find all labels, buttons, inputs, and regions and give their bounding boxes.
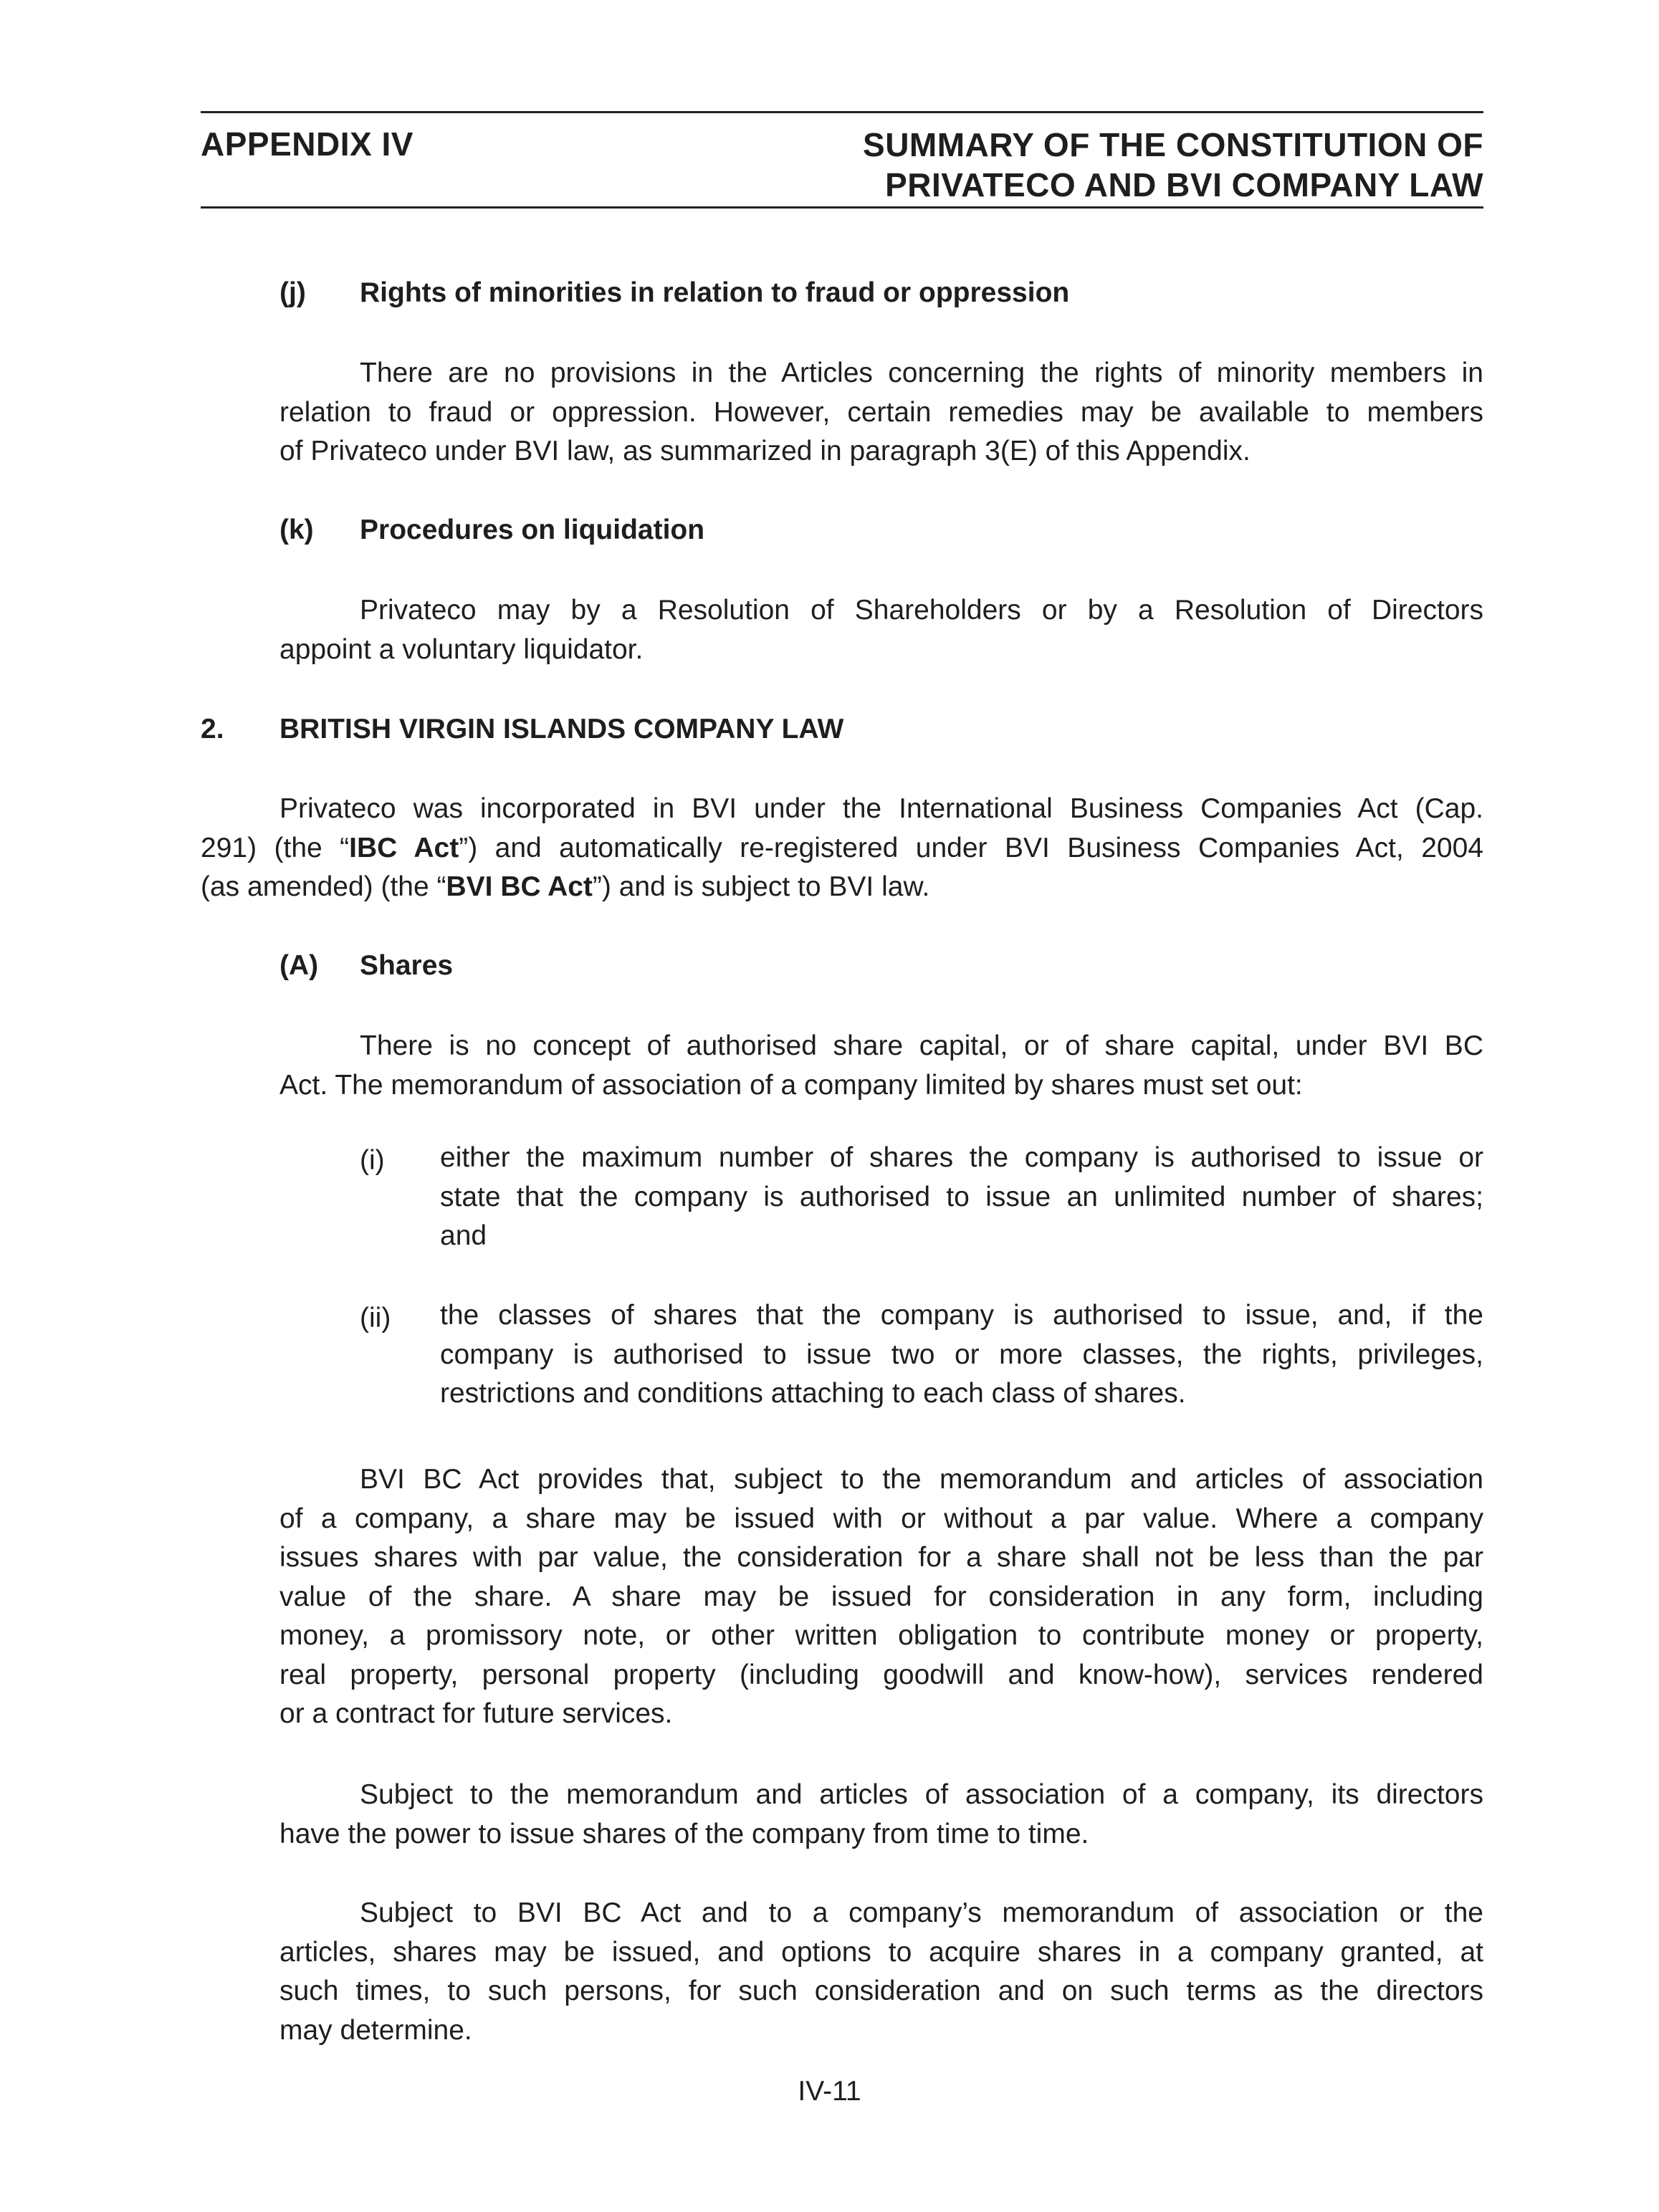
section-j-paragraph <box>279 354 1483 471</box>
paragraph-line: There are no provisions in the Articles concerning the rights of minority members in <box>360 358 1483 388</box>
paragraph-line: of a company, a share may be issued with or without a par value. Where a company <box>279 1503 1483 1534</box>
section-a-intro <box>279 1027 1483 1105</box>
item-ii-text <box>440 1296 1483 1414</box>
appendix-title <box>863 125 1483 205</box>
appendix-title-line-1: SUMMARY OF THE CONSTITUTION OF <box>863 126 1483 163</box>
item-ii-label: (ii) <box>360 1303 391 1334</box>
paragraph-line: Privateco was incorporated in BVI under the International Business Companies Act (Cap. <box>279 793 1483 824</box>
section-j-heading: Rights of minorities in relation to fraud or oppression <box>360 277 1070 308</box>
section-2-label: 2. <box>201 714 224 744</box>
section-2-heading: BRITISH VIRGIN ISLANDS COMPANY LAW <box>279 714 844 744</box>
paragraph-line: issues shares with par value, the consideration for a share shall not be less than the par <box>279 1542 1483 1573</box>
paragraph-line: appoint a voluntary liquidator. <box>279 633 644 665</box>
paragraph-line: articles, shares may be issued, and options to acquire shares in a company granted, at <box>279 1936 1483 1968</box>
paragraph-line: either the maximum number of shares the company is authorised to issue or <box>440 1142 1483 1173</box>
paragraph-line: may determine. <box>279 2014 472 2046</box>
section-k-paragraph <box>279 591 1483 669</box>
paragraph-line: (as amended) (the “BVI BC Act”) and is subject to BVI law. <box>201 871 930 902</box>
paragraph-line: real property, personal property (including goodwill and know-how), services rendered <box>279 1659 1483 1690</box>
header-bottom-rule <box>201 206 1483 209</box>
ibc-act-term: IBC Act <box>349 832 459 863</box>
paragraph-line: money, a promissory note, or other written obligation to contribute money or property, <box>279 1620 1483 1651</box>
section-a-label: (A) <box>279 950 319 981</box>
header-top-rule <box>201 111 1483 113</box>
paragraph-line: and <box>440 1220 487 1251</box>
paragraph-line: or a contract for future services. <box>279 1698 673 1729</box>
section-k-label: (k) <box>279 514 314 545</box>
options-paragraph <box>279 1894 1483 2050</box>
item-i-text <box>440 1139 1483 1256</box>
paragraph-line: Subject to BVI BC Act and to a company’s memorandum of association or the <box>360 1897 1483 1928</box>
section-2-paragraph <box>201 790 1483 907</box>
paragraph-line: have the power to issue shares of the company from time to time. <box>279 1818 1089 1849</box>
par-value-paragraph <box>279 1460 1483 1734</box>
section-j-label: (j) <box>279 277 306 308</box>
paragraph-line: relation to fraud or oppression. However, certain remedies may be available to members <box>279 396 1483 428</box>
section-a-heading: Shares <box>360 950 454 981</box>
paragraph-line: Act. The memorandum of association of a company limited by shares must set out: <box>279 1069 1303 1101</box>
paragraph-line: the classes of shares that the company is authorised to issue, and, if the <box>440 1300 1483 1331</box>
paragraph-line: There is no concept of authorised share capital, or of share capital, under BVI BC <box>360 1030 1483 1061</box>
paragraph-line: value of the share. A share may be issued for consideration in any form, including <box>279 1581 1483 1612</box>
paragraph-line: 291) (the “IBC Act”) and automatically re-registered under BVI Business Companies Act, 2004 <box>201 832 1483 863</box>
paragraph-line: Privateco may by a Resolution of Shareholders or by a Resolution of Directors <box>360 595 1483 626</box>
paragraph-line: company is authorised to issue two or more classes, the rights, privileges, <box>440 1339 1483 1370</box>
directors-power-paragraph <box>279 1776 1483 1854</box>
paragraph-line: Subject to the memorandum and articles of association of a company, its directors <box>360 1779 1483 1810</box>
appendix-title-line-2: PRIVATECO AND BVI COMPANY LAW <box>885 166 1483 204</box>
bvi-bc-act-term: BVI BC Act <box>446 871 593 902</box>
item-i-label: (i) <box>360 1145 385 1176</box>
section-k-heading: Procedures on liquidation <box>360 514 705 545</box>
appendix-label: APPENDIX IV <box>201 125 413 163</box>
paragraph-line: BVI BC Act provides that, subject to the memorandum and articles of association <box>360 1464 1483 1495</box>
paragraph-line: of Privateco under BVI law, as summarized in paragraph 3(E) of this Appendix. <box>279 436 1251 466</box>
paragraph-line: state that the company is authorised to issue an unlimited number of shares; <box>440 1181 1483 1212</box>
paragraph-line: restrictions and conditions attaching to each class of shares. <box>440 1378 1186 1409</box>
page-number: IV-11 <box>798 2076 861 2107</box>
paragraph-line: such times, to such persons, for such consideration and on such terms as the directors <box>279 1976 1483 2006</box>
